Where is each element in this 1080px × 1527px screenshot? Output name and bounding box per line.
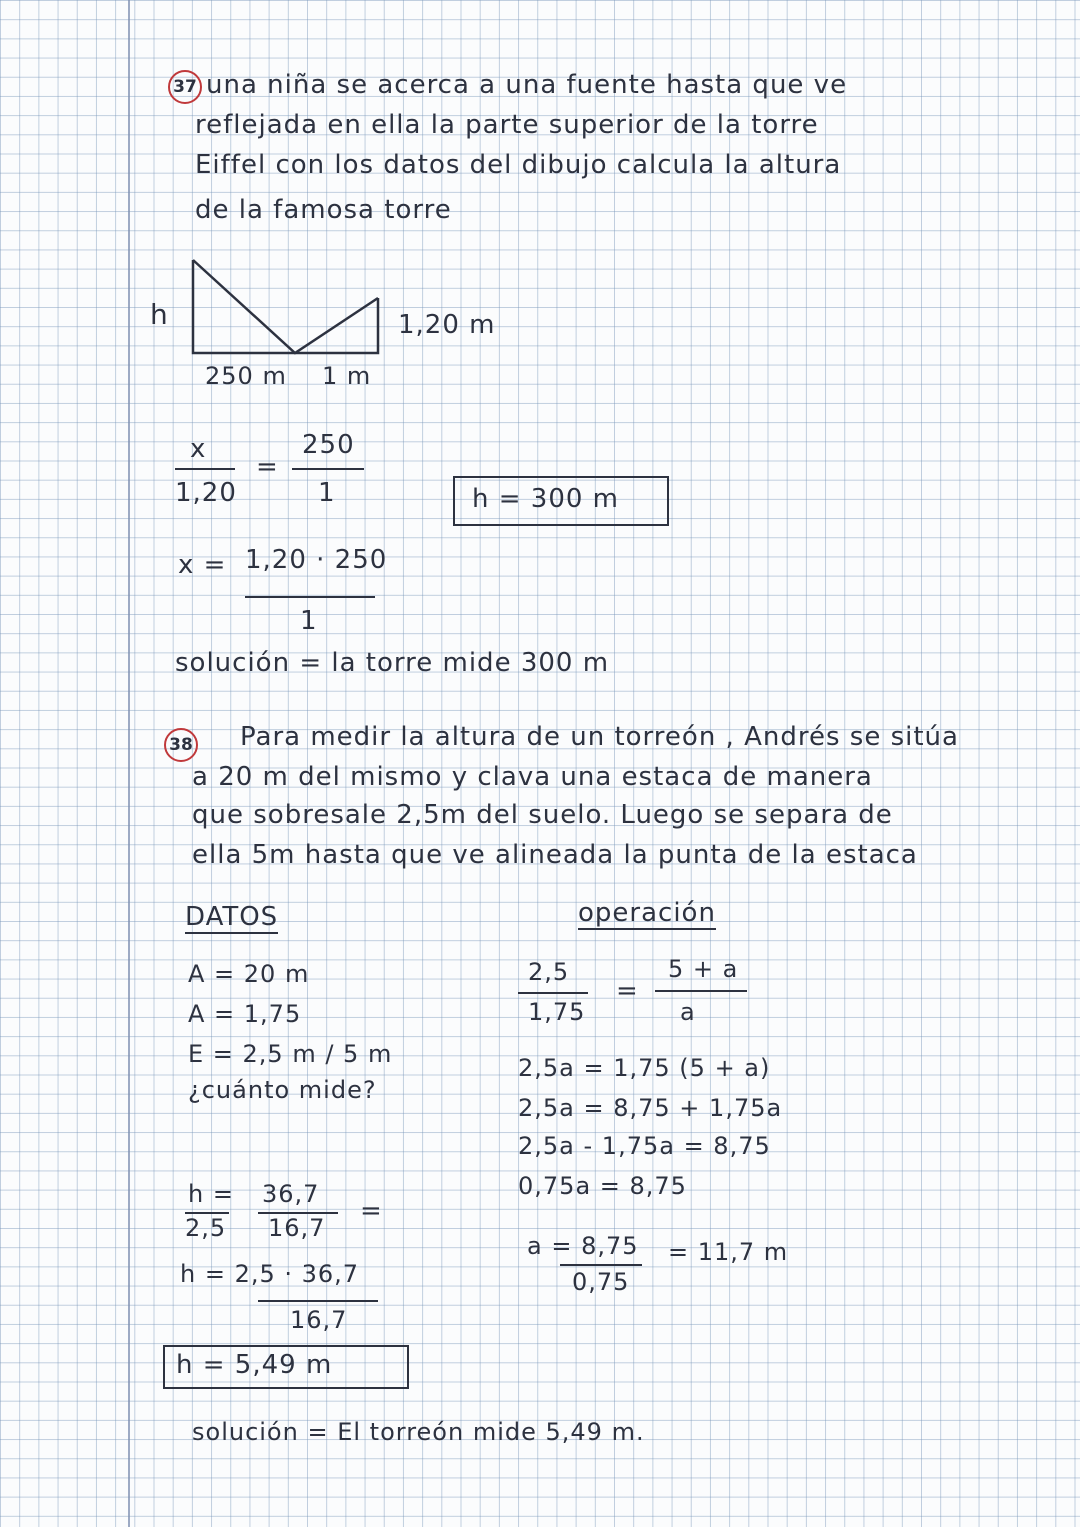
op-left-num: 2,5	[528, 958, 570, 986]
result-h2-text: h = 5,49 m	[176, 1350, 333, 1380]
frac-rhs-den: 1	[318, 478, 336, 508]
op-left-bar	[518, 992, 588, 994]
a-result: = 11,7 m	[668, 1238, 789, 1266]
op-line-4: 0,75a = 8,75	[518, 1172, 687, 1200]
problem-38-line-4: ella 5m hasta que ve alineada la punta de la estaca	[192, 840, 918, 870]
frac-rhs-bar	[292, 468, 364, 470]
a-eq-den: 0,75	[572, 1268, 630, 1296]
op-right-den: a	[680, 998, 696, 1026]
datos-title: DATOS	[185, 902, 279, 932]
problem-38-line-1: Para medir la altura de un torreón , Andrés se sitúa	[240, 722, 959, 752]
op-line-1: 2,5a = 1,75 (5 + a)	[518, 1054, 771, 1082]
problem-37-line-3: Eiffel con los datos del dibujo calcula la altura	[195, 150, 842, 180]
datos-item-3: E = 2,5 m / 5 m	[188, 1040, 393, 1068]
h-frac-right-num: 36,7	[262, 1180, 320, 1208]
diagram-height-label: 1,20 m	[398, 310, 496, 340]
diagram-right-base: 1 m	[322, 362, 372, 390]
op-left-den: 1,75	[528, 998, 586, 1026]
h-frac-left-num: h =	[188, 1180, 234, 1208]
problem-37-solution: solución = la torre mide 300 m	[175, 648, 610, 678]
frac-eq: =	[256, 452, 279, 482]
problem-37-line-4: de la famosa torre	[195, 195, 452, 225]
diagram-h-label: h	[150, 298, 169, 331]
frac-x-num: x	[190, 434, 207, 464]
datos-item-4: ¿cuánto mide?	[188, 1076, 377, 1104]
x-eq-label: x =	[178, 550, 227, 580]
h-calc-den: 16,7	[290, 1306, 348, 1334]
h-frac-eq: =	[360, 1196, 383, 1226]
x-eq-bar	[245, 596, 375, 598]
h-frac-left-den: 2,5	[185, 1214, 227, 1242]
frac-x-den: 1,20	[175, 478, 237, 508]
h-frac-right-den: 16,7	[268, 1214, 326, 1242]
problem-38-solution: solución = El torreón mide 5,49 m.	[192, 1418, 645, 1446]
result-h-text: h = 300 m	[472, 484, 620, 514]
problem-38-line-2: a 20 m del mismo y clava una estaca de manera	[192, 762, 873, 792]
datos-item-2: A = 1,75	[188, 1000, 302, 1028]
h-calc-bar	[258, 1300, 378, 1302]
datos-item-1: A = 20 m	[188, 960, 310, 988]
problem-37-number: 37	[168, 70, 202, 104]
op-right-bar	[655, 990, 747, 992]
a-eq-num: a = 8,75	[527, 1232, 639, 1260]
x-eq-num: 1,20 · 250	[245, 545, 388, 575]
op-right-num: 5 + a	[668, 955, 739, 983]
h-calc: h = 2,5 · 36,7	[180, 1260, 360, 1288]
diagram-left-base: 250 m	[205, 362, 287, 390]
problem-38-line-3: que sobresale 2,5m del suelo. Luego se separa de	[192, 800, 893, 830]
operacion-title: operación	[578, 898, 716, 928]
op-line-2: 2,5a = 8,75 + 1,75a	[518, 1094, 783, 1122]
problem-38-number: 38	[164, 728, 198, 762]
problem-37-line-1: una niña se acerca a una fuente hasta que ve	[206, 70, 848, 100]
op-eq: =	[616, 976, 639, 1006]
x-eq-den: 1	[300, 606, 318, 636]
problem-37-line-2: reflejada en ella la parte superior de la torre	[195, 110, 819, 140]
a-eq-bar	[560, 1264, 642, 1266]
op-line-3: 2,5a - 1,75a = 8,75	[518, 1132, 771, 1160]
frac-rhs-num: 250	[302, 430, 355, 460]
frac-x-bar	[175, 468, 235, 470]
